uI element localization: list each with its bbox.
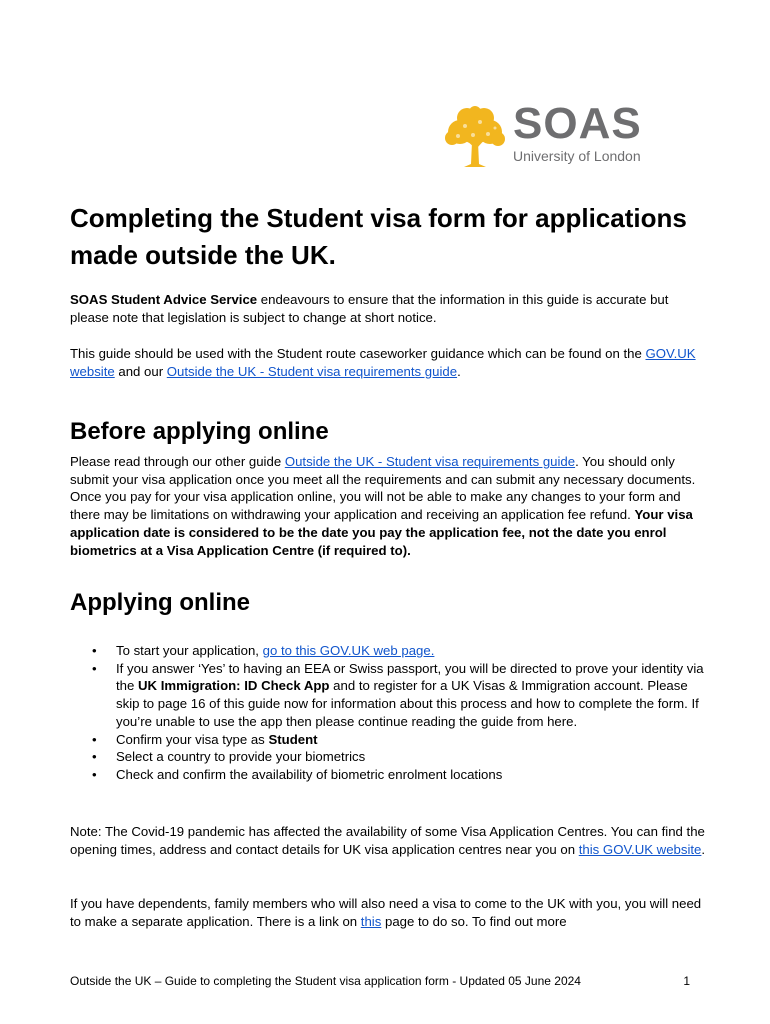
before-applying-paragraph xyxy=(70,453,710,559)
application-date-note: Your visa application date is considered to be the date you pay the application fee, not the date you enrol biometrics at a Visa Application Centre (if required to). xyxy=(70,507,693,558)
list-text: To start your application, xyxy=(116,643,263,658)
footer-text: Outside the UK – Guide to completing the Student visa application form - Updated 05 June 2024 xyxy=(70,974,581,988)
page-title: Completing the Student visa form for applications made outside the UK. xyxy=(70,203,687,270)
bullet-icon: • xyxy=(92,749,97,765)
before-applying-heading: Before applying online xyxy=(70,418,329,445)
list-text: Check and confirm the availability of biometric enrolment locations xyxy=(116,766,503,782)
list-item xyxy=(70,660,710,731)
body-text: . xyxy=(701,841,706,857)
tree-icon xyxy=(440,106,510,168)
visa-type-name: Student xyxy=(268,731,318,747)
id-check-app-name: UK Immigration: ID Check App xyxy=(138,678,330,694)
body-text: . You should only submit your visa application once you meet all the requirements and can submit any necessary documents. Once you pay for your visa application online, you will not be able to make any changes to your form and there may be limitations on withdrawing your application and receiving an application fee refund. xyxy=(70,454,696,523)
list-item xyxy=(70,766,710,784)
intro-paragraph-1 xyxy=(70,291,710,326)
list-text: Confirm your visa type as xyxy=(116,731,269,747)
list-item xyxy=(70,642,710,660)
list-text: Select a country to provide your biometrics xyxy=(116,749,366,765)
logo-wordmark: SOAS xyxy=(513,99,642,148)
list-item xyxy=(70,731,710,749)
dependants-paragraph xyxy=(70,895,710,930)
list-item xyxy=(70,748,710,766)
list-text: and to register for a UK Visas & Immigration account. Please skip to page 16 of this guide now for information about this process and how to complete the form. If you’re unable to use the app then please continue reading the guide from here. xyxy=(116,678,699,729)
bullet-icon: • xyxy=(92,731,97,747)
covid-note-paragraph xyxy=(70,823,710,858)
intro-text: and our xyxy=(114,363,167,379)
bullet-icon: • xyxy=(92,660,97,676)
bullet-icon: • xyxy=(92,643,97,658)
intro-paragraph-2 xyxy=(70,345,710,380)
steps-list xyxy=(70,642,710,784)
body-text: page to do so. To find out more xyxy=(381,913,567,929)
intro-text: This guide should be used with the Student route caseworker guidance which can be found on the xyxy=(70,346,646,361)
body-text: Note: The Covid-19 pandemic has affected the availability of some Visa Application Centres. You can find the opening times, address and contact details for UK visa application centres near you on xyxy=(70,824,705,857)
requirements-guide-link[interactable]: Outside the UK - Student visa requirements guide xyxy=(284,454,576,469)
requirements-guide-link[interactable]: Outside the UK - Student visa requirements guide xyxy=(166,363,458,379)
body-text: If you have dependents, family members who will also need a visa to come to the UK with you, you will need to make a separate application. There is a link on xyxy=(70,896,702,929)
page-number: 1 xyxy=(683,974,690,988)
intro-text: . xyxy=(457,363,461,379)
govuk-start-link[interactable]: go to this GOV.UK web page. xyxy=(262,643,435,658)
applying-online-heading: Applying online xyxy=(70,589,250,616)
soas-logo xyxy=(440,99,670,170)
page-footer xyxy=(70,973,690,989)
bullet-icon: • xyxy=(92,766,97,782)
dependants-link[interactable]: this xyxy=(360,913,382,929)
visa-centres-link[interactable]: this GOV.UK website xyxy=(578,841,702,857)
advice-service-name: SOAS Student Advice Service xyxy=(70,292,258,307)
intro-text: endeavours to ensure that the information in this guide is accurate but please note that legislation is subject to change at short notice. xyxy=(70,292,669,325)
list-text: If you answer ‘Yes’ to having an EEA or Swiss passport, you will be directed to prove your identity via the xyxy=(116,660,704,694)
govuk-website-link[interactable]: GOV.UK website xyxy=(70,346,696,379)
logo-subtitle: University of London xyxy=(513,148,641,164)
body-text: Please read through our other guide xyxy=(70,454,285,469)
